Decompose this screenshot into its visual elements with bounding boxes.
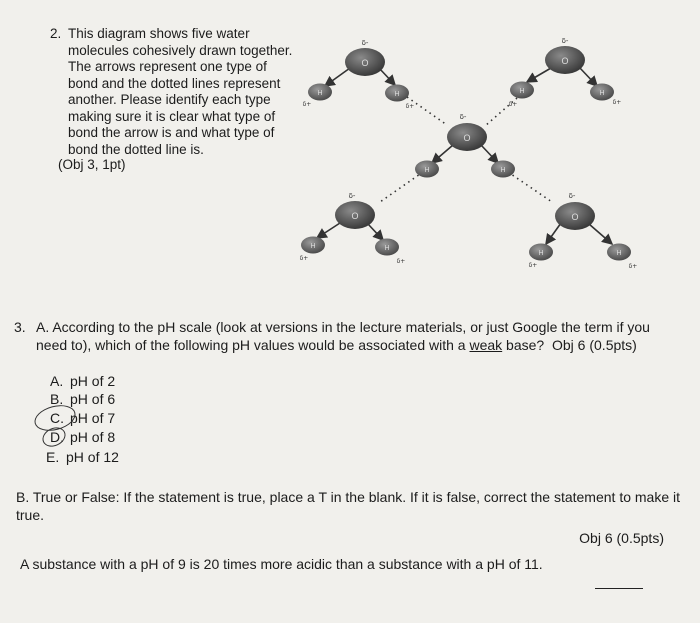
- dotted-bond-line: [407, 97, 447, 125]
- delta-plus-label: δ+: [528, 262, 538, 269]
- delta-plus-label: δ+: [612, 99, 622, 106]
- delta-plus-label: δ+: [302, 101, 312, 108]
- hydrogen-label: H: [599, 90, 605, 97]
- delta-plus-label: δ+: [508, 101, 518, 108]
- hydrogen-label: H: [616, 250, 622, 257]
- option-text: pH of 12: [66, 449, 119, 465]
- water-molecule: [529, 192, 638, 270]
- question-2-objective: (Obj 3, 1pt): [58, 157, 126, 172]
- option-text: pH of 7: [70, 410, 116, 426]
- dotted-bond-line: [508, 172, 552, 202]
- option-letter: A.: [50, 373, 64, 389]
- hydrogen-label: H: [424, 167, 430, 174]
- question-3a-text: [36, 318, 684, 354]
- question-3-part-b: B. True or False: If the statement is true, place a T in the blank. If it is false, correct the statement to make it true.: [16, 489, 681, 523]
- hydrogen-label: H: [384, 245, 390, 252]
- bond-arrow: [589, 224, 612, 244]
- option-text: pH of 6: [70, 391, 116, 407]
- question-3-part-a: [14, 318, 684, 354]
- option-text: pH of 2: [70, 373, 116, 389]
- hydrogen-label: H: [538, 250, 544, 257]
- hydrogen-label: H: [317, 90, 323, 97]
- question-3a-underlined-word: weak: [469, 337, 503, 353]
- bond-arrow: [432, 145, 453, 163]
- bond-arrow: [317, 223, 340, 238]
- option-text: pH of 8: [70, 429, 116, 445]
- option-letter: D.: [50, 429, 64, 445]
- question-3-number: 3.: [14, 319, 26, 335]
- water-molecule: [300, 192, 406, 265]
- delta-plus-label: δ+: [396, 258, 406, 265]
- bond-arrow: [379, 68, 395, 85]
- delta-minus-label: δ-: [561, 37, 569, 45]
- question-2-line: molecules cohesively drawn together.: [68, 42, 293, 58]
- oxygen-label: O: [561, 56, 569, 66]
- question-2-line: bond the dotted line is.: [68, 141, 204, 157]
- bond-arrow: [481, 145, 498, 163]
- question-3a-prefix: A. According to the pH scale (look at versions in the lecture materials, or just Google the term if you need to), which of the following pH values would be associated with a: [36, 319, 650, 353]
- true-false-statement: A substance with a pH of 9 is 20 times more acidic than a substance with a pH of 11.: [20, 556, 543, 572]
- option-a[interactable]: [50, 372, 115, 390]
- delta-minus-label: δ-: [348, 192, 356, 200]
- water-molecule: [303, 39, 415, 110]
- delta-minus-label: δ-: [361, 39, 369, 47]
- hydrogen-label: H: [310, 243, 316, 250]
- water-molecule: [415, 113, 515, 178]
- option-d[interactable]: [50, 428, 115, 446]
- question-2-line: another. Please identify each type: [68, 92, 271, 107]
- hydrogen-label: H: [394, 91, 400, 98]
- question-2-line: The arrows represent one type of: [68, 59, 267, 74]
- bond-arrow: [368, 224, 383, 240]
- bond-arrow: [527, 68, 551, 82]
- delta-plus-label: δ+: [299, 255, 309, 262]
- option-letter: E.: [46, 449, 60, 465]
- question-2-line: making sure it is clear what type of: [68, 108, 276, 124]
- water-molecules-diagram: [295, 30, 650, 275]
- option-letter: B.: [50, 391, 64, 407]
- hydrogen-label: H: [519, 88, 525, 95]
- question-2-line: bond and the dotted lines represent: [68, 75, 281, 91]
- option-e[interactable]: [46, 448, 119, 466]
- question-3a-objective: Obj 6 (0.5pts): [552, 337, 637, 353]
- delta-minus-label: δ-: [459, 113, 467, 121]
- question-3b-objective: Obj 6 (0.5pts): [579, 530, 664, 546]
- delta-plus-label: δ+: [405, 103, 415, 110]
- delta-minus-label: δ-: [568, 192, 576, 200]
- delta-plus-label: δ+: [628, 263, 638, 270]
- question-3a-suffix: base?: [502, 337, 545, 353]
- oxygen-label: O: [571, 212, 579, 222]
- bond-arrow: [546, 223, 561, 244]
- bond-arrow: [579, 67, 597, 86]
- hydrogen-label: H: [500, 167, 506, 174]
- question-2-text: [68, 26, 293, 158]
- oxygen-label: O: [361, 58, 369, 68]
- water-molecule: [509, 37, 622, 108]
- question-2-line: This diagram shows five water: [68, 26, 250, 41]
- oxygen-label: O: [463, 133, 471, 143]
- question-2-line: bond the arrow is and what type of: [68, 125, 275, 140]
- answer-blank[interactable]: [595, 574, 643, 589]
- question-2-number: 2.: [50, 26, 62, 41]
- bond-arrow: [325, 68, 350, 86]
- dotted-bond-line: [380, 172, 423, 202]
- option-letter: C.: [50, 410, 64, 426]
- oxygen-label: O: [351, 211, 359, 221]
- option-c[interactable]: [50, 409, 115, 427]
